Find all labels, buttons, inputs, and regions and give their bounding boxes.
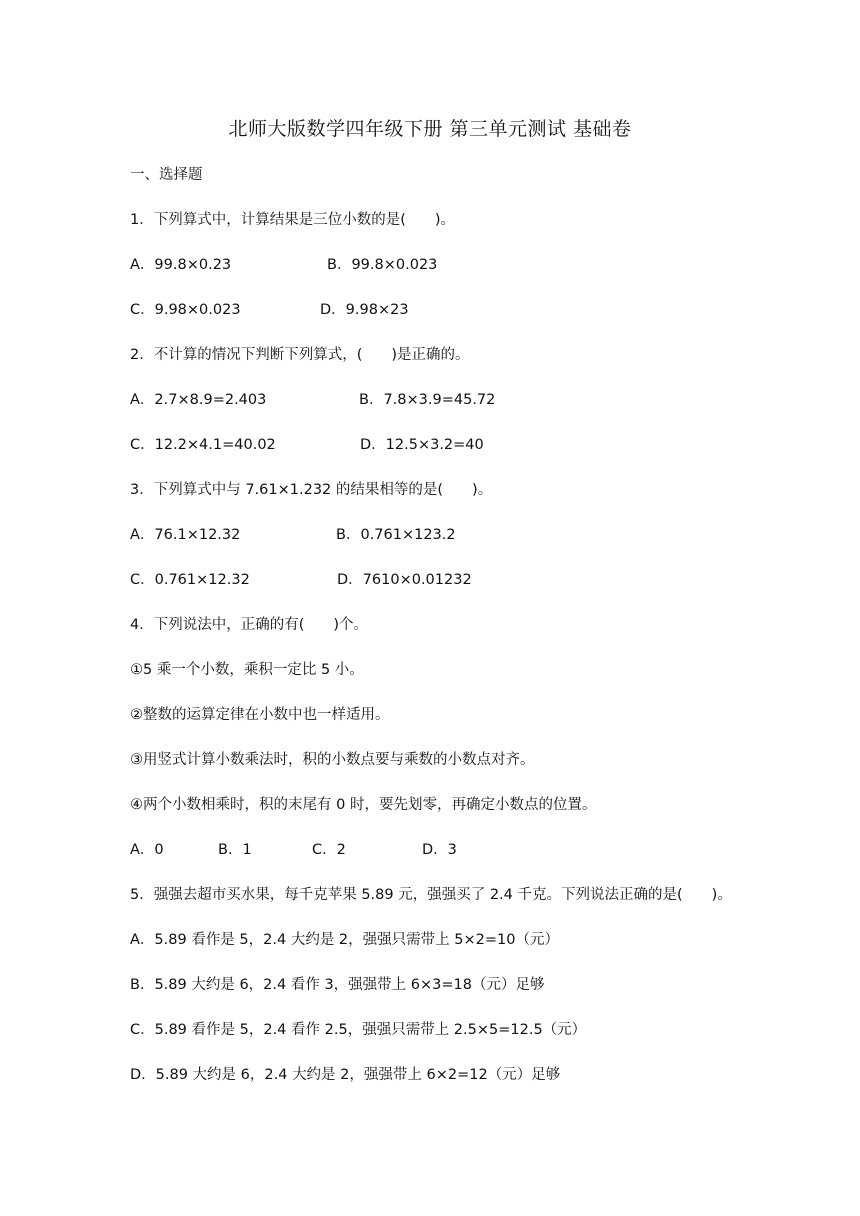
question-4-stem: 4．下列说法中，正确的有( )个。 [130, 617, 369, 633]
question-4-option-c: C．2 [312, 842, 346, 858]
question-1-option-d: D．9.98×23 [320, 302, 409, 318]
question-4-statement-1: ①5 乘一个小数，乘积一定比 5 小。 [130, 662, 364, 678]
question-3-option-d: D．7610×0.01232 [337, 572, 472, 588]
question-2-option-d: D．12.5×3.2=40 [360, 437, 484, 453]
question-1-option-c: C．9.98×0.023 [130, 302, 241, 318]
question-5-option-b: B．5.89 大约是 6，2.4 看作 3，强强带上 6×3=18（元）足够 [130, 977, 545, 993]
question-5-option-d: D．5.89 大约是 6，2.4 大约是 2，强强带上 6×2=12（元）足够 [130, 1067, 561, 1083]
question-3-option-a: A．76.1×12.32 [130, 527, 241, 543]
question-4-option-a: A．0 [130, 842, 164, 858]
section-heading: 一、选择题 [130, 167, 203, 183]
question-5-option-a: A．5.89 看作是 5，2.4 大约是 2，强强只需带上 5×2=10（元） [130, 932, 559, 948]
question-2-option-c: C．12.2×4.1=40.02 [130, 437, 276, 453]
question-3-option-c: C．0.761×12.32 [130, 572, 250, 588]
question-2-option-b: B．7.8×3.9=45.72 [359, 392, 496, 408]
question-5-option-c: C．5.89 看作是 5，2.4 看作 2.5，强强只需带上 2.5×5=12.5（元） [130, 1022, 587, 1038]
document-title: 北师大版数学四年级下册 第三单元测试 基础卷 [228, 118, 632, 140]
question-4-option-d: D．3 [422, 842, 457, 858]
question-4-statement-3: ③用竖式计算小数乘法时，积的小数点要与乘数的小数点对齐。 [130, 752, 535, 768]
question-1-stem: 1．下列算式中，计算结果是三位小数的是( )。 [130, 212, 456, 228]
question-1-option-b: B．99.8×0.023 [327, 257, 438, 273]
question-3-stem: 3．下列算式中与 7.61×1.232 的结果相等的是( )。 [130, 482, 493, 498]
question-4-statement-4: ④两个小数相乘时，积的末尾有 0 时，要先划零，再确定小数点的位置。 [130, 797, 597, 813]
question-5-stem: 5．强强去超市买水果，每千克苹果 5.89 元，强强买了 2.4 千克。下列说法正确的是( )。 [130, 887, 732, 903]
question-4-statement-2: ②整数的运算定律在小数中也一样适用。 [130, 707, 390, 723]
question-2-stem: 2．不计算的情况下判断下列算式，( )是正确的。 [130, 347, 470, 363]
question-4-option-b: B．1 [218, 842, 252, 858]
question-2-option-a: A．2.7×8.9=2.403 [130, 392, 267, 408]
question-3-option-b: B．0.761×123.2 [336, 527, 456, 543]
question-1-option-a: A．99.8×0.23 [130, 257, 232, 273]
